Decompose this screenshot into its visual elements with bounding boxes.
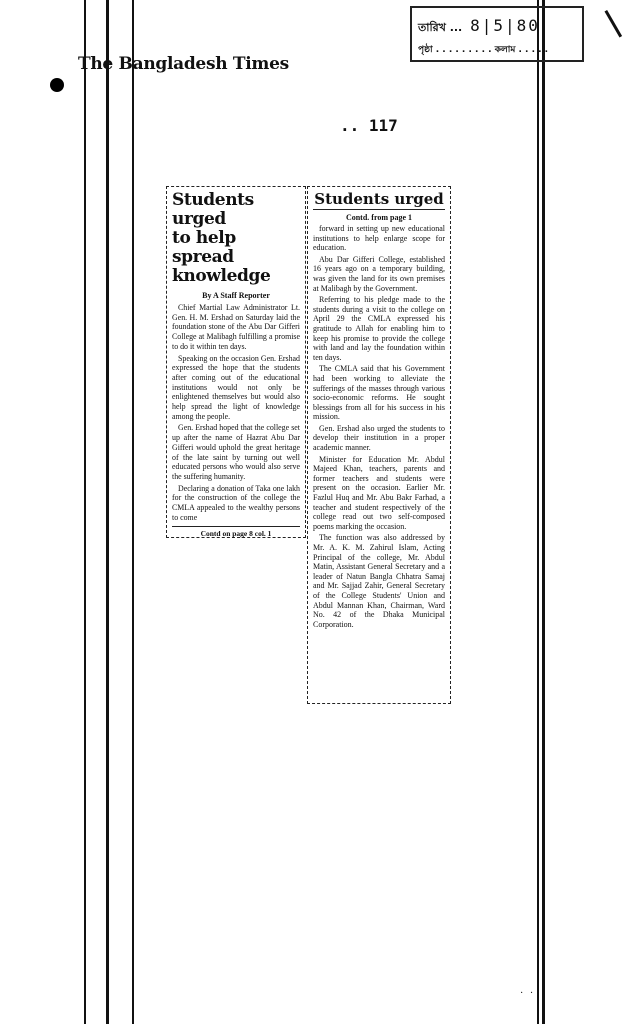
article-paragraph: The CMLA said that his Government had been working to alleviate the sufferings of the masses through various socio-economic reforms. He sought blessings from all for his success in his mission.: [313, 364, 445, 422]
punch-hole: [50, 78, 64, 92]
headline-line: Students urged: [172, 190, 254, 229]
article-paragraph: Referring to his pledge made to the students during a visit to the college on April 29 the CMLA expressed his gratitude to Allah for enabling him to keep his promise to provide the college with land and lay the foundation within ten days.: [313, 295, 445, 362]
archive-stamp: [410, 6, 584, 62]
headline-line: to help spread: [172, 228, 236, 267]
article-paragraph: Declaring a donation of Taka one lakh for the construction of the college the CMLA appealed to the wealthy persons to come: [172, 483, 300, 522]
margin-line-inner: [132, 0, 134, 1024]
article-paragraph: Gen. Ershad also urged the students to develop their institution in a proper academic manner.: [313, 423, 445, 453]
stamp-date-label: তারিখ: [418, 21, 446, 34]
margin-line-right-double: [542, 0, 545, 1024]
margin-line-double: [106, 0, 109, 1024]
continued-from-note: Contd. from page 1: [345, 213, 413, 222]
stamp-page-label: পৃষ্ঠা: [418, 45, 433, 55]
corner-mark: [605, 0, 634, 37]
article-headline: [172, 191, 300, 286]
scan-speckle: · ·: [520, 988, 536, 999]
article-paragraph: Gen. Ershad hoped that the college set up after the name of Hazrat Abu Dar Gifferi would uphold the great heritage of the late saint by turning out well educated persons who would also serve the suffering humanity.: [172, 423, 300, 481]
article-paragraph: Minister for Education Mr. Abdul Majeed Khan, teachers, parents and former teachers and students were present on the occasion. Earlier Mr. Fazlul Huq and Mr. Abu Bakr Farhad, a teacher and student respectively of the college read out two self-composed poems marking the occasion.: [313, 454, 445, 531]
stamp-column-label: কলাম: [494, 45, 516, 55]
article-paragraph: Chief Martial Law Administrator Lt. Gen. H. M. Ershad on Saturday laid the foundation stone of the Abu Dar Gifferi College at Malibagh fulfilling a promise to do it within ten days.: [172, 303, 300, 351]
continuation-note: Contd on page 8 col. 1: [172, 526, 300, 538]
article-paragraph: Abu Dar Gifferi College, established 16 years ago on a temporary building, was given the land for its own premises at Malibagh by the Government.: [313, 254, 445, 293]
continued-headline: Students urged: [314, 190, 444, 208]
archive-number: .. 117: [340, 116, 398, 135]
stamp-page-row: পৃষ্ঠা . . . . . . . . . কলাম . . . . .: [418, 45, 549, 55]
stamp-date-value: 8|5|80: [470, 16, 540, 35]
article-body: [172, 303, 300, 522]
article-paragraph: forward in setting up new educational institutions to help enlarge scope for education.: [313, 224, 445, 253]
margin-line-right: [537, 0, 539, 1024]
article-clipping: [166, 186, 306, 538]
continued-article-body: [313, 224, 445, 629]
byline: By A Staff Reporter: [202, 291, 270, 300]
headline-line: knowledge: [172, 266, 271, 286]
margin-line-left: [84, 0, 86, 1024]
newspaper-name: The Bangladesh Times: [78, 54, 289, 74]
continued-article-clipping: [307, 186, 451, 704]
stamp-date-row: তারিখ ... 8|5|80: [418, 16, 540, 35]
article-paragraph: Speaking on the occasion Gen. Ershad expressed the hope that the students after coming out of the educational institutions would not only be enlightened themselves but would also help spread the light of knowledge among the people.: [172, 353, 300, 421]
article-paragraph: The function was also addressed by Mr. A. K. M. Zahirul Islam, Acting Principal of the college, Mr. Abdul Matin, Assistant General Secretary and a leader of Natun Bangla Chhatra Samaj and Mr. Sajjad Zahir, General Secretary of the College Students' Union and Abdul Mannan Khan, Chairman, Ward No. 42 of the Dhaka Municipal Corporation.: [313, 533, 445, 629]
